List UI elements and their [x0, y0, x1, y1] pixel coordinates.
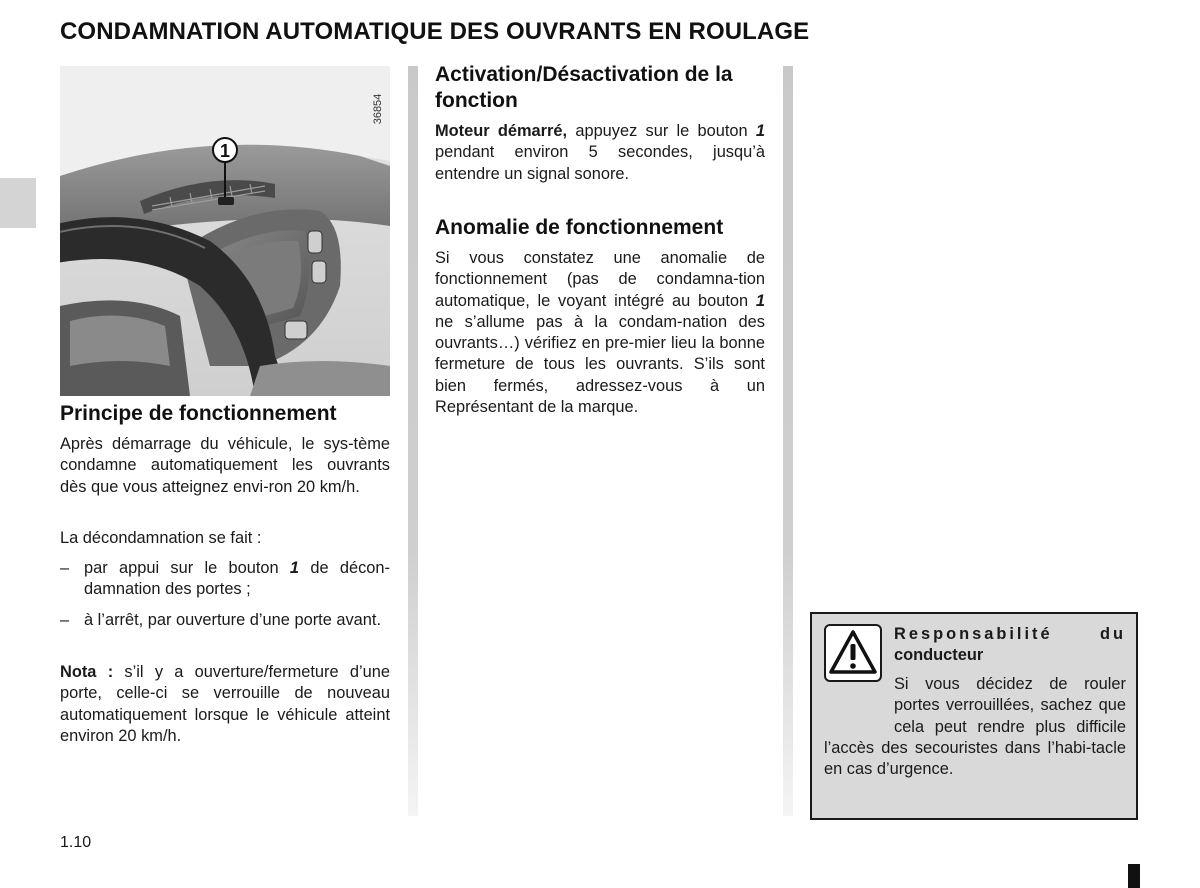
anomaly-text-a: Si vous constatez une anomalie de fonctionnement (pas de condamna-tion automatique, le voyant intégré au bouton — [435, 249, 765, 310]
warning-title — [894, 624, 1126, 667]
page-number: 1.10 — [60, 834, 92, 851]
page-title: CONDAMNATION AUTOMATIQUE DES OUVRANTS EN ROULAGE — [60, 18, 810, 45]
warning-title-line-2: conducteur — [894, 646, 984, 665]
dashboard-drawing — [60, 66, 390, 396]
button-reference: 1 — [755, 291, 765, 310]
warning-text-block — [824, 674, 1126, 780]
list-dash: – — [60, 611, 70, 629]
column-divider-right — [783, 66, 793, 816]
column-divider-left — [408, 66, 418, 816]
callout-number: 1 — [219, 141, 231, 161]
figure-id-number — [368, 74, 388, 144]
warning-box — [810, 612, 1138, 820]
button-reference: 1 — [289, 559, 300, 577]
nota-text: s’il y a ouverture/fermeture d’une porte, celle-ci se verrouille de nouveau automatiquement lorsque le véhicule atteint environ 20 km/h. — [60, 663, 390, 745]
figure-id-number-text: 36854 — [372, 93, 384, 125]
list-item-text: à l’arrêt, par ouverture d’une porte avant. — [84, 611, 382, 629]
corner-mark — [1128, 864, 1140, 888]
activation-paragraph — [435, 121, 765, 185]
activation-text-b: pendant environ 5 secondes, jusqu’à entendre un signal sonore. — [435, 143, 765, 183]
nota-paragraph — [60, 662, 390, 747]
list-item — [60, 610, 390, 631]
activation-heading: Activation/Désactivation de la fonction — [435, 63, 733, 112]
left-heading: Principe de fonctionnement — [60, 402, 337, 425]
left-paragraph-2: La décondamnation se fait : — [60, 529, 262, 547]
chapter-side-tab — [0, 178, 36, 228]
nota-label: Nota : — [60, 663, 114, 681]
engine-started-label: Moteur démarré, — [435, 122, 568, 140]
dashboard-illustration — [60, 66, 390, 396]
activation-text-a: appuyez sur le bouton — [567, 122, 756, 140]
list-item-text-cont: de décon-damnation des portes ; — [84, 559, 390, 599]
list-dash: – — [60, 559, 70, 577]
list-item — [60, 558, 390, 601]
warning-text: Si vous décidez de rouler portes verrouillées, sachez que cela peut rendre plus difficile l’accès des secouristes dans l’habi-tacle en cas d’urgence. — [824, 675, 1126, 779]
left-paragraph-1: Après démarrage du véhicule, le sys-tème condamne automatiquement les ouvrants dès que vous atteignez envi-ron 20 km/h. — [60, 435, 390, 496]
button-reference: 1 — [755, 122, 765, 140]
list-item-text: par appui sur le bouton — [84, 559, 290, 577]
anomaly-paragraph — [435, 248, 765, 418]
anomaly-heading: Anomalie de fonctionnement — [435, 216, 724, 239]
warning-title-line-1: Responsabilité du — [894, 625, 1126, 643]
anomaly-text-b: ne s’allume pas à la condam-nation des ouvrants…) vérifiez en pre-mier lieu la bonne fermeture de tous les ouvrants. S’ils sont bien fermés, adressez-vous à un Représentant de la marque. — [435, 312, 765, 417]
